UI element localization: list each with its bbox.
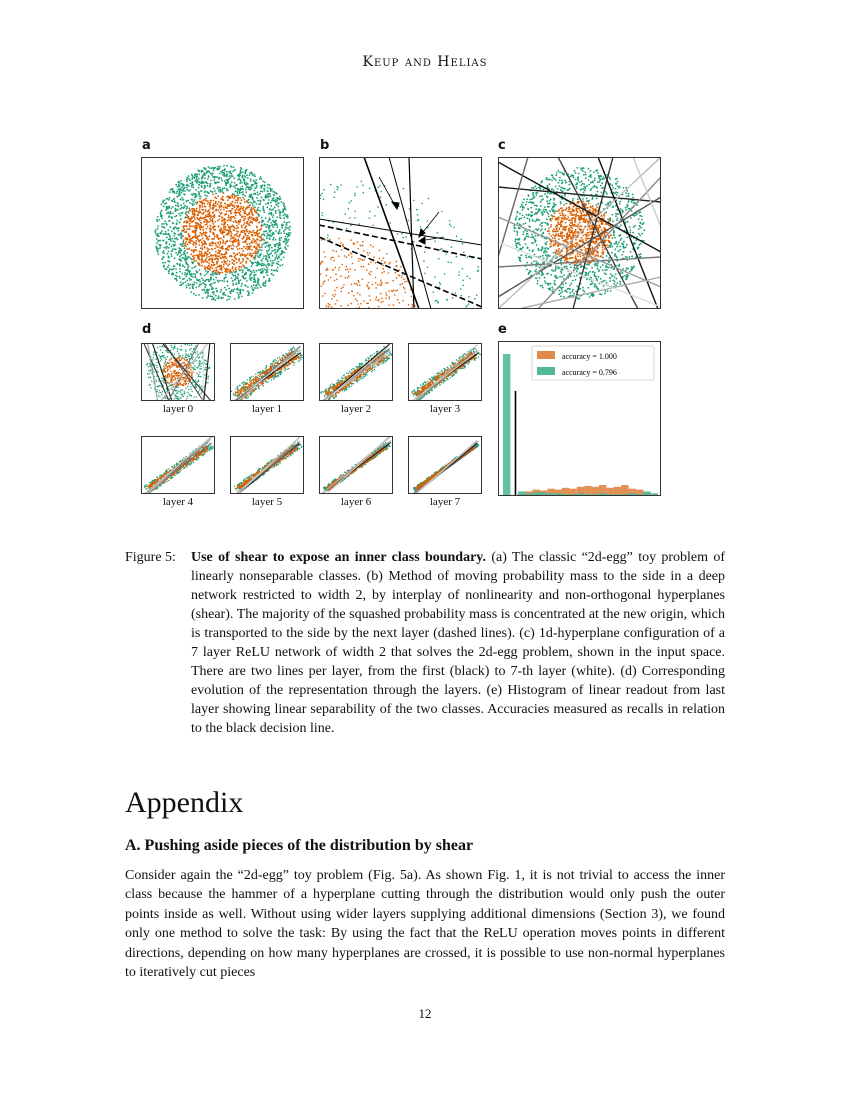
layer-3-plot [408,343,482,401]
legend-swatch-orange [537,351,555,359]
layer-label: layer 5 [251,496,283,508]
layer-6-plot [319,436,393,494]
layer-label: layer 3 [429,403,461,415]
layer-label: layer 1 [251,403,283,415]
caption-label: Figure 5: [125,550,176,565]
layer-2-plot [319,343,393,401]
panel-label-e: e [498,322,507,337]
layer-1-plot [230,343,304,401]
panel-b-shear [319,157,482,309]
legend [532,346,654,380]
histogram-bar [503,354,510,496]
layer-label: layer 7 [429,496,461,508]
panel-e-histogram [498,341,661,496]
appendix-heading: Appendix [125,786,244,819]
page-number: 12 [418,1006,432,1021]
legend-label-green: accuracy = 0.796 [562,368,617,377]
layer-label: layer 6 [340,496,372,508]
panel-label-a: a [142,138,151,153]
figure-caption [125,548,725,738]
layer-0-plot [141,343,215,401]
panel-a-scatter [141,157,304,309]
layer-4-plot [141,436,215,494]
caption-title: Use of shear to expose an inner class boundary. [191,550,487,565]
running-header: Keup and Helias [362,54,488,70]
layer-7-plot [408,436,482,494]
layer-label: layer 2 [340,403,372,415]
panel-label-b: b [320,138,330,153]
layer-label: layer 0 [162,403,194,415]
legend-swatch-green [537,367,555,375]
panel-label-c: c [498,138,506,153]
panel-c-hyperplanes [498,157,661,309]
panel-label-d: d [142,322,152,337]
caption-text: (a) The classic “2d-egg” toy problem of linearly nonseparable classes. (b) Method of moving probability mass to the side in a deep network restricted to width 2, by interplay of nonlinearity and non-orthogonal hyperplanes (shear). The majority of the squashed probability mass is concentrated at the new origin, which is transported to the side by the next layer (dashed lines). (c) 1d-hyperplane configuration of a 7 layer ReLU network of width 2 that solves the 2d-egg problem, shown in the input space. There are two lines per layer, from the first (black) to 7-th layer (white). (d) Corresponding evolution of the representation through the layers. (e) Histogram of linear readout from last layer showing linear separability of the two classes. Accuracies measured as recalls in relation to the black decision line. [191,550,725,736]
section-heading: A. Pushing aside pieces of the distribution by shear [125,837,474,854]
legend-label-orange: accuracy = 1.000 [562,352,617,361]
layer-label: layer 4 [162,496,194,508]
body-paragraph: Consider again the “2d-egg” toy problem (Fig. 5a). As shown Fig. 1, it is not trivial to access the inner class because the hammer of a hyperplane cutting through the distribution would only push the outer points inside as well. Without using wider layers supplying additional dimensions (Section 3), we found only one method to solve the task: By using the fact that the ReLU operation moves points in different directions, depending on how many hyperplanes are crossed, it is possible to use non-normal hyperplanes to iteratively cut pieces [125,868,725,981]
layer-5-plot [230,436,304,494]
